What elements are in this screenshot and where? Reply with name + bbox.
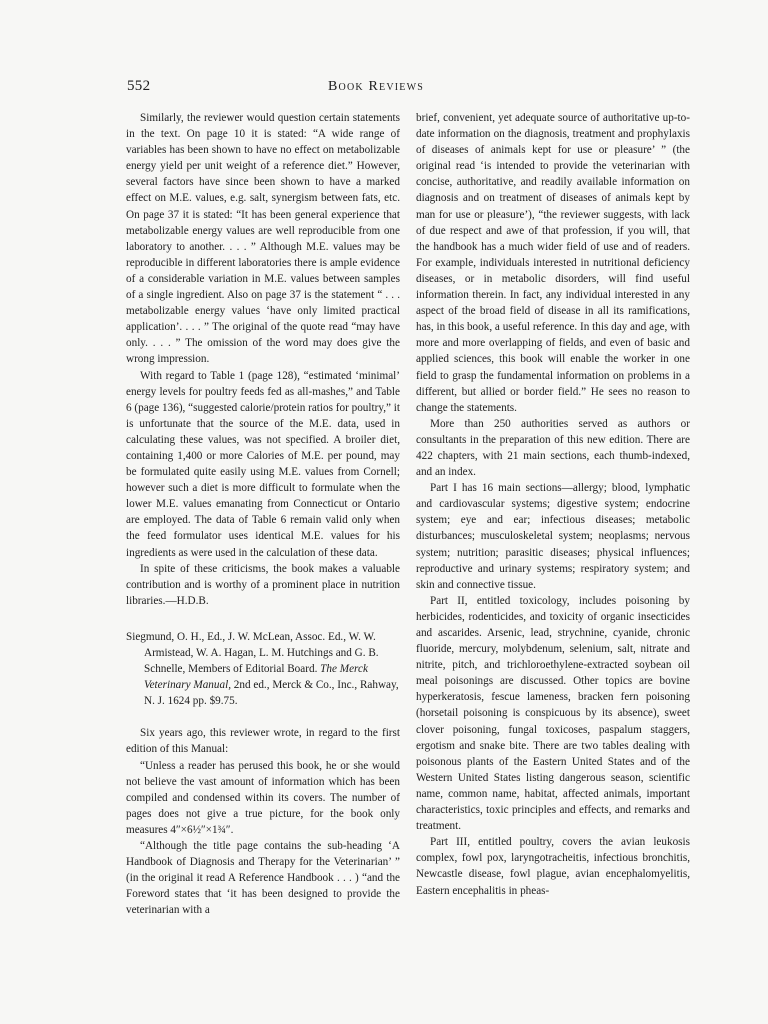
citation-authors: Siegmund, O. H., Ed., J. W. McLean, Assoc. Ed., W. W. Armistead, W. A. Hagan, L. M. Hutchings and G. B. Schnelle, Members of Editorial Board. xyxy=(126,630,379,676)
citation-publisher: 2nd ed., Merck & Co., Inc., Rahway, N. J. 1624 pp. $9.75. xyxy=(144,679,399,708)
paragraph: Six years ago, this reviewer wrote, in regard to the first edition of this Manual: xyxy=(126,727,400,756)
book-citation xyxy=(126,629,400,709)
paragraph: With regard to Table 1 (page 128), “estimated ‘minimal’ energy levels for poultry feeds fed as all-mashes,” and Table 6 (page 136), “suggested calorie/protein ratios for poultry,” it is unfortunate that the source of the M.E. data, used in calculating these values, was not specified. A broiler diet, containing 1,400 or more Calories of M.E. per pound, may be formulated quite easily using M.E. values from Cornell; however such a diet is more difficult to formulate when the lower M.E. values emanating from Connecticut or Ontario are employed. The data of Table 6 remain valid only when the feed formulator uses identical M.E. values for his ingredients as were used in the calculation of these data. xyxy=(126,369,400,559)
running-head: Book Reviews xyxy=(328,79,425,94)
paragraph: Part I has 16 main sections—allergy; blood, lymphatic and cardiovascular systems; digestive system; endocrine system; eye and ear; infectious diseases; metabolic disturbances; musculoskeletal system; neoplasms; nervous system; nutrition; parasitic diseases; physical influences; reproductive and urinary systems; respiratory system; and skin and connective tissue. xyxy=(416,482,690,591)
left-column xyxy=(126,110,400,919)
paragraph: Similarly, the reviewer would question certain statements in the text. On page 10 it is stated: “A wide range of variables has been shown to have no effect on metabolizable energy yield per unit weight of a reference diet.” However, several factors have since been shown to have a marked effect on M.E. values, e.g. salt, synergism between fats, etc. On page 37 it is stated: “It has been general experience that metabolizable energy values are well reproducible from one laboratory to another. . . . ” Although M.E. values may be reproducible in different laboratories there is ample evidence of a considerable variation in M.E. values between samples of a single ingredient. Also on page 37 is the statement “ . . . metabolizable energy values ‘have only limited practical application’. . . . ” The original of the quote read “may have only. . . . ” The omission of the word may does give the wrong impression. xyxy=(126,112,400,366)
paragraph: “Unless a reader has perused this book, he or she would not believe the vast amount of information which has been compiled and condensed within its covers. The number of pages does not give a true picture, for the book only measures 4″×6½″×1¾″. xyxy=(126,759,400,836)
paragraph: brief, convenient, yet adequate source of authoritative up-to-date information on the diagnosis, treatment and prophylaxis of diseases of animals kept for use or pleasure’ ” (the original read ‘is intended to provide the veterinarian with concise, authoritative, and readily available information on diagnosis and on treatment of diseases of animals kept by man for use or pleasure’), “the reviewer suggests, with lack of due respect and awe of that profession, if you will, that the handbook has a much wider field of use and of readers. For example, individuals interested in nutritional deficiency diseases, or in metabolic disorders, will find useful information therein. In fact, any individual interested in any aspect of the broad field of disease in all its ramifications, has, in this book, a useful reference. In this day and age, with more and more overlapping of fields, and even of basic and applied sciences, this book will enable the worker in one field to grasp the fundamental information on problems in a different, but allied or border field.” He sees no reason to change the statements. xyxy=(416,112,691,414)
page-number: 552 xyxy=(127,78,151,94)
paragraph: Part II, entitled toxicology, includes poisoning by herbicides, rodenticides, and toxicity of organic insecticides and ascarides. Arsenic, lead, strychnine, cyanide, chronic fluoride, mercury, molybdenum, selenium, salt, nitrate and nitrite, pitch, and trichloroethylene-extracted soybean oil meal poisonings are discussed. Other topics are bovine hyperkeratosis, fescue lameness, bracken fern poisoning (horsetail poisoning is conspicuous by its absence), sweet clover poisoning, fungal toxicoses, paspalum staggers, ergotism and snake bite. There are two tables dealing with poisonous plants of the Eastern United States and of the Western United States listing dangerous season, scientific name, common name, habitat, affected animals, important characteristics, toxic principles and effects, and remarks and treatment. xyxy=(416,594,690,833)
right-column xyxy=(416,110,690,899)
paragraph: More than 250 authorities served as authors or consultants in the preparation of this new edition. There are 422 chapters, with 21 main sections, each thumb-indexed, and an index. xyxy=(416,417,690,479)
paragraph: “Although the title page contains the sub-heading ‘A Handbook of Diagnosis and Therapy for the Veterinarian’ ” (in the original it read A Reference Handbook . . . ) “and the Foreword states that ‘it has been designed to provide the veterinarian with a xyxy=(126,840,400,917)
paragraph: In spite of these criticisms, the book makes a valuable contribution and is worthy of a prominent place in nutrition libraries.—H.D.B. xyxy=(126,562,400,607)
citation-title: The Merck Veterinary Manual, xyxy=(144,663,368,692)
paragraph: Part III, entitled poultry, covers the avian leukosis complex, fowl pox, laryngotracheitis, infectious bronchitis, Newcastle disease, fowl plague, avian encephalomyelitis, Eastern encephalitis in pheas- xyxy=(416,836,690,897)
